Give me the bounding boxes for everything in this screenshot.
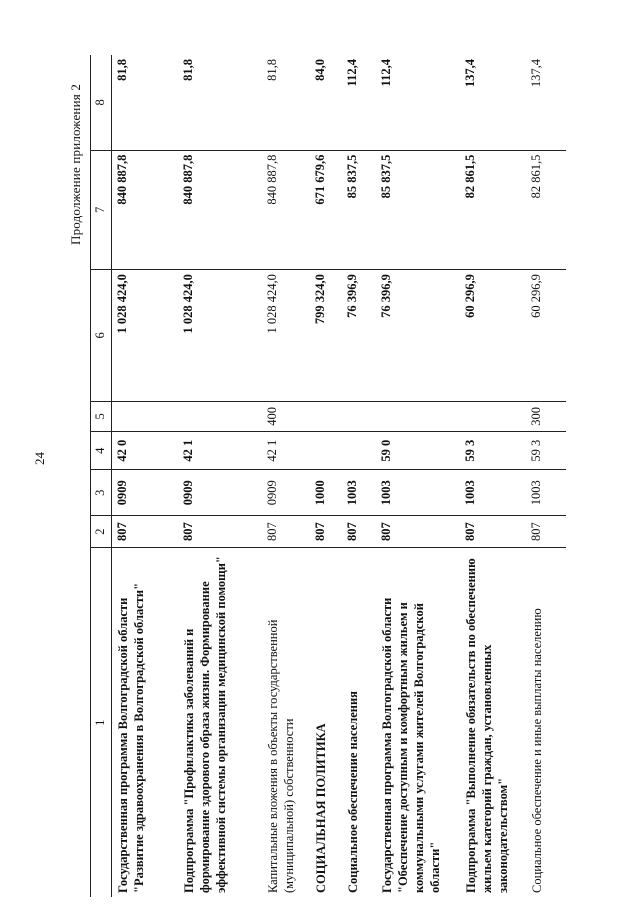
cell-col-6: 1 028 424,0	[262, 270, 310, 402]
table-row	[310, 55, 342, 897]
col-header-5: 5	[91, 401, 112, 431]
row-name: Государственная программа Волгоградской области "Развитие здравоохранения в Волгоградской области"	[116, 582, 146, 893]
table-row	[178, 55, 262, 897]
cell-col-4: 59 0	[376, 432, 460, 470]
cell-col-3: 1000	[310, 470, 342, 516]
cell-col-7: 840 887,8	[262, 150, 310, 269]
cell-col-2: 807	[262, 515, 310, 547]
cell-col-5: 400	[262, 401, 310, 431]
cell-col-6: 76 396,9	[342, 270, 376, 402]
cell-col-7: 85 837,5	[342, 150, 376, 269]
cell-col-7: 82 861,5	[460, 150, 526, 269]
cell-col-2: 807	[342, 515, 376, 547]
cell-col-5	[376, 401, 460, 431]
col-header-4: 4	[91, 432, 112, 470]
cell-col-4	[310, 432, 342, 470]
row-name: Подпрограмма "Выполнение обязательств по обеспечению жильем категорий граждан, установленных законодательством"	[463, 558, 510, 893]
page-number: 24	[32, 452, 47, 465]
cell-col-8: 137,4	[526, 55, 566, 150]
cell-col-6: 799 324,0	[310, 270, 342, 402]
cell-col-2: 807	[112, 515, 178, 547]
col-header-3: 3	[91, 470, 112, 516]
cell-col-2: 807	[178, 515, 262, 547]
row-name: Социальное обеспечение и иные выплаты населению	[529, 608, 544, 893]
cell-col-5	[460, 401, 526, 431]
column-number-header-row	[91, 55, 112, 897]
cell-col-2: 807	[310, 515, 342, 547]
cell-col-5	[112, 401, 178, 431]
cell-col-3: 0909	[262, 470, 310, 516]
cell-col-2: 807	[460, 515, 526, 547]
cell-col-8: 84,0	[310, 55, 342, 150]
col-header-6: 6	[91, 270, 112, 402]
cell-col-8: 81,8	[112, 55, 178, 150]
col-header-8: 8	[91, 55, 112, 150]
cell-col-3: 1003	[526, 470, 566, 516]
cell-col-6: 60 296,9	[460, 270, 526, 402]
cell-col-5	[178, 401, 262, 431]
cell-col-8: 112,4	[342, 55, 376, 150]
cell-col-7: 85 837,5	[376, 150, 460, 269]
cell-col-8: 137,4	[460, 55, 526, 150]
cell-col-7: 82 861,5	[526, 150, 566, 269]
cell-col-4: 59 3	[526, 432, 566, 470]
row-name: Подпрограмма "Профилактика заболеваний и формирование здорового образа жизни. Формирование эффективной системы организации медицинской помощи"	[181, 556, 228, 893]
cell-col-3: 0909	[112, 470, 178, 516]
cell-col-7: 840 887,8	[112, 150, 178, 269]
cell-col-4: 42 1	[178, 432, 262, 470]
col-header-1: 1	[91, 548, 112, 897]
cell-col-8: 112,4	[376, 55, 460, 150]
cell-col-6: 1 028 424,0	[112, 270, 178, 402]
cell-col-3: 0909	[178, 470, 262, 516]
cell-col-6: 76 396,9	[376, 270, 460, 402]
cell-col-5	[310, 401, 342, 431]
row-name: Государственная программа Волгоградской области "Обеспечение доступным и комфортным жильем и коммунальными услугами жителей Волгоградской области"	[379, 597, 442, 893]
cell-col-4: 42 0	[112, 432, 178, 470]
col-header-2: 2	[91, 515, 112, 547]
table-row	[112, 55, 178, 897]
cell-col-3: 1003	[376, 470, 460, 516]
continuation-label: Продолжение приложения 2	[68, 83, 83, 245]
row-name: Социальное обеспечение населения	[345, 691, 360, 893]
cell-col-7: 840 887,8	[178, 150, 262, 269]
cell-col-3: 1003	[342, 470, 376, 516]
cell-col-2: 807	[376, 515, 460, 547]
cell-col-4	[342, 432, 376, 470]
budget-table	[90, 55, 566, 897]
cell-col-8: 81,8	[178, 55, 262, 150]
cell-col-5: 300	[526, 401, 566, 431]
table-row	[342, 55, 376, 897]
table-row	[460, 55, 526, 897]
table-row	[526, 55, 566, 897]
table-row	[262, 55, 310, 897]
cell-col-8: 81,8	[262, 55, 310, 150]
table-row	[376, 55, 460, 897]
row-name: Капитальные вложения в объекты государственной (муниципальной) собственности	[265, 619, 296, 893]
row-name: СОЦИАЛЬНАЯ ПОЛИТИКА	[313, 723, 328, 893]
cell-col-2: 807	[526, 515, 566, 547]
col-header-7: 7	[91, 150, 112, 269]
cell-col-5	[342, 401, 376, 431]
cell-col-6: 1 028 424,0	[178, 270, 262, 402]
cell-col-3: 1003	[460, 470, 526, 516]
cell-col-4: 59 3	[460, 432, 526, 470]
cell-col-6: 60 296,9	[526, 270, 566, 402]
cell-col-7: 671 679,6	[310, 150, 342, 269]
cell-col-4: 42 1	[262, 432, 310, 470]
